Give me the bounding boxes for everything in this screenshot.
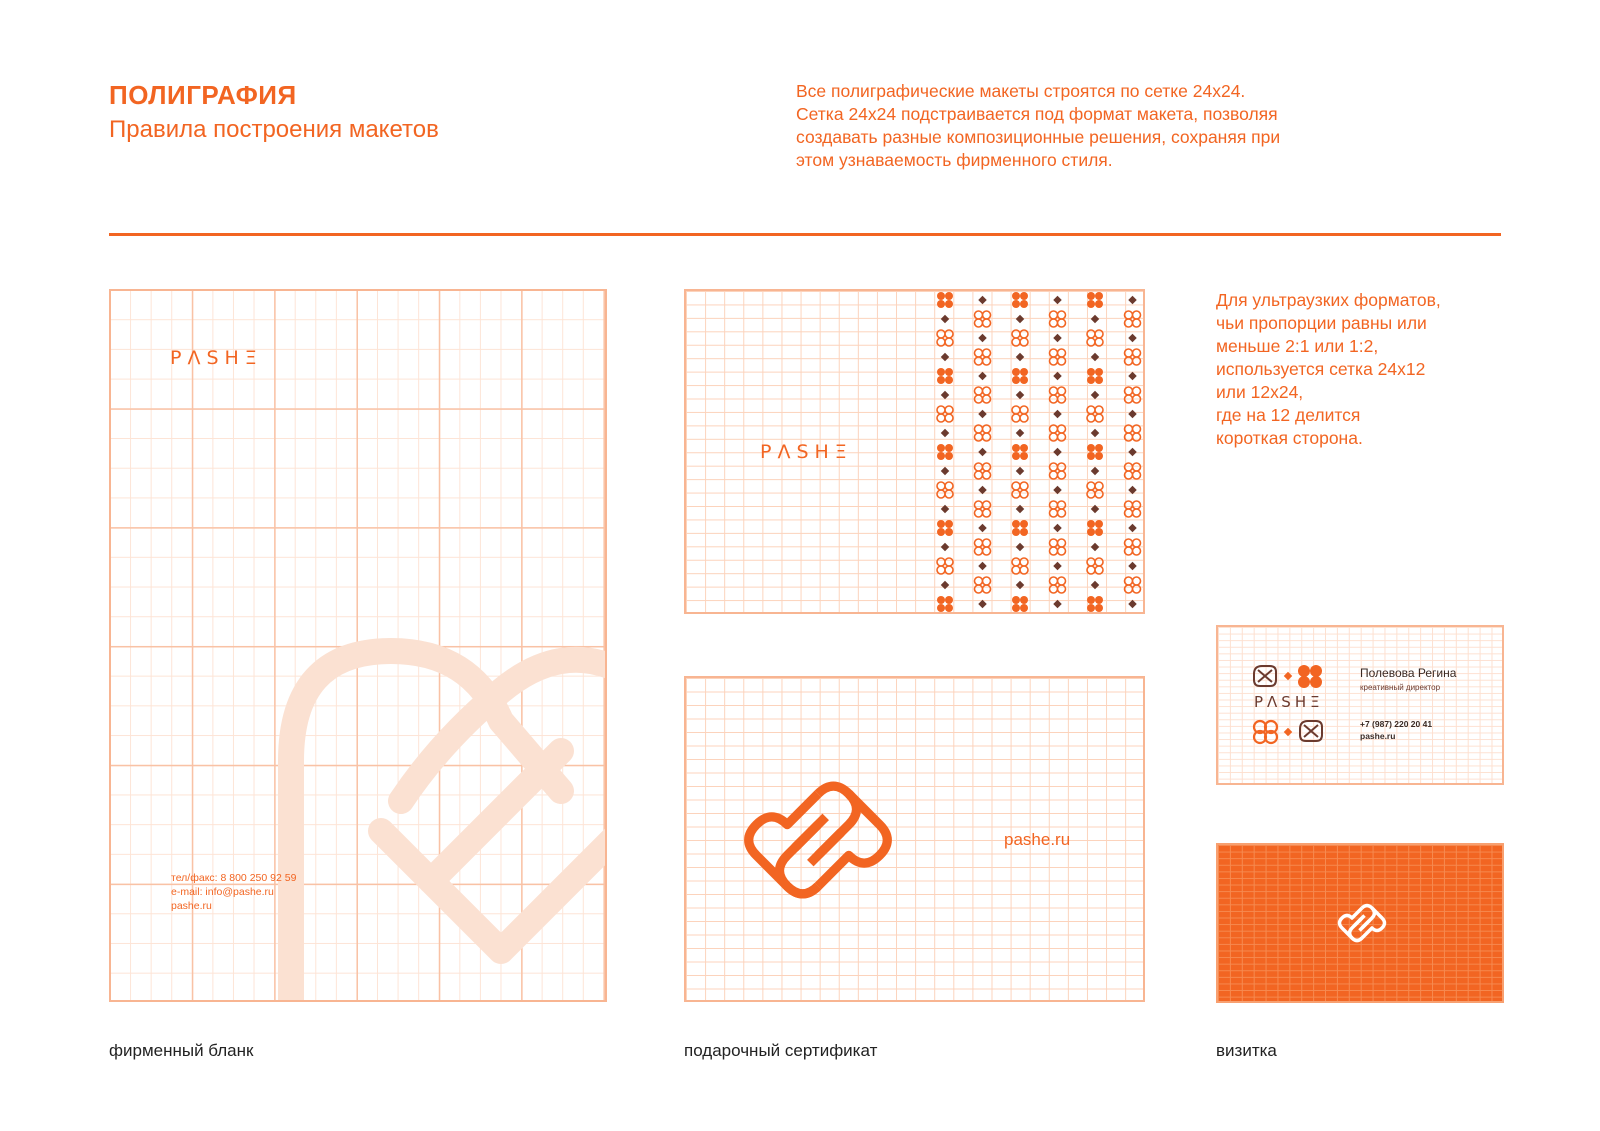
pattern-motif bbox=[1091, 505, 1099, 513]
card-person-position: креативный директор bbox=[1360, 683, 1441, 692]
pattern-motif bbox=[1091, 353, 1099, 361]
pattern-motif bbox=[1050, 425, 1066, 441]
pattern-motif bbox=[1053, 372, 1061, 380]
pattern-motif bbox=[941, 505, 949, 513]
pattern-motif bbox=[1125, 501, 1141, 517]
pattern-motif bbox=[937, 368, 953, 384]
pattern-motif bbox=[978, 410, 986, 418]
card-wordmark: PΛSHΞ bbox=[1254, 693, 1324, 711]
note-line: чьи пропорции равны или bbox=[1216, 313, 1427, 333]
pattern-motif bbox=[937, 406, 953, 422]
pattern-motif bbox=[1128, 410, 1136, 418]
pattern-motif bbox=[1050, 577, 1066, 593]
pattern-motif bbox=[941, 353, 949, 361]
pattern-motif bbox=[1128, 296, 1136, 304]
pattern-motif bbox=[1087, 558, 1103, 574]
certificate-pattern-mockup bbox=[684, 289, 1145, 614]
pattern-motif bbox=[1125, 463, 1141, 479]
pattern-motif bbox=[1128, 524, 1136, 532]
pattern-motif bbox=[978, 600, 986, 608]
pattern-motif bbox=[1050, 349, 1066, 365]
pattern-motif bbox=[1053, 562, 1061, 570]
pattern-motif bbox=[1087, 368, 1103, 384]
pattern-motif bbox=[941, 391, 949, 399]
pattern-motif bbox=[1016, 467, 1024, 475]
letterhead-watermark-logo bbox=[261, 631, 607, 1002]
pattern-motif bbox=[1087, 444, 1103, 460]
pattern-motif bbox=[975, 425, 991, 441]
pattern-motif bbox=[1050, 311, 1066, 327]
letterhead-contacts bbox=[171, 871, 296, 913]
pattern-motif bbox=[1125, 349, 1141, 365]
intro-line: Сетка 24х24 подстраивается под формат макета, позволяя bbox=[796, 104, 1278, 124]
pattern-motif bbox=[1012, 292, 1028, 308]
pattern-motif bbox=[937, 558, 953, 574]
pattern-motif bbox=[1128, 372, 1136, 380]
pattern-motif bbox=[1012, 596, 1028, 612]
pattern-motif bbox=[1012, 406, 1028, 422]
pattern-motif bbox=[1016, 505, 1024, 513]
pattern-motif bbox=[975, 311, 991, 327]
pattern-motif bbox=[1091, 467, 1099, 475]
pattern-motif bbox=[941, 429, 949, 437]
card-mark-outline bbox=[1254, 666, 1276, 686]
pattern-motif bbox=[1053, 486, 1061, 494]
pattern-motif bbox=[941, 315, 949, 323]
pattern-motif bbox=[975, 463, 991, 479]
note-line: меньше 2:1 или 1:2, bbox=[1216, 336, 1379, 356]
brand-pattern bbox=[936, 291, 1145, 614]
pattern-motif bbox=[1053, 410, 1061, 418]
note-line: где на 12 делится bbox=[1216, 405, 1361, 425]
pattern-motif bbox=[1087, 482, 1103, 498]
pattern-motif bbox=[1125, 425, 1141, 441]
pattern-motif bbox=[1128, 562, 1136, 570]
pattern-motif bbox=[1091, 543, 1099, 551]
pattern-motif bbox=[1087, 292, 1103, 308]
pattern-motif bbox=[1087, 406, 1103, 422]
certificate-logo-mockup bbox=[684, 676, 1145, 1002]
pattern-motif bbox=[1012, 482, 1028, 498]
note-line: используется сетка 24х12 bbox=[1216, 359, 1426, 379]
letterhead-phone: тел/факс: 8 800 250 92 59 bbox=[171, 872, 297, 884]
pattern-motif bbox=[975, 577, 991, 593]
card-mark-filled-2 bbox=[1254, 721, 1277, 743]
narrow-format-note bbox=[1216, 289, 1441, 450]
pattern-motif bbox=[978, 334, 986, 342]
caption-certificate: подарочный сертификат bbox=[684, 1041, 878, 1060]
pattern-motif bbox=[1125, 539, 1141, 555]
pattern-motif bbox=[978, 486, 986, 494]
pattern-motif bbox=[1128, 334, 1136, 342]
page-title: ПОЛИГРАФИЯ bbox=[109, 80, 297, 110]
pattern-motif bbox=[975, 501, 991, 517]
pattern-motif bbox=[937, 292, 953, 308]
pattern-motif bbox=[978, 562, 986, 570]
letterhead-mockup bbox=[109, 289, 607, 1002]
letterhead-site: pashe.ru bbox=[171, 900, 212, 912]
certificate-wordmark: PΛSHΞ bbox=[760, 441, 853, 463]
pattern-motif bbox=[1053, 334, 1061, 342]
pattern-motif bbox=[1125, 311, 1141, 327]
letterhead-email: e-mail: info@pashe.ru bbox=[171, 886, 274, 898]
pattern-motif bbox=[1012, 558, 1028, 574]
pattern-motif bbox=[1016, 581, 1024, 589]
pattern-motif bbox=[1050, 463, 1066, 479]
pattern-motif bbox=[1012, 444, 1028, 460]
pattern-motif bbox=[937, 482, 953, 498]
pattern-motif bbox=[1091, 391, 1099, 399]
pattern-motif bbox=[1012, 368, 1028, 384]
card-phone: +7 (987) 220 20 41 bbox=[1360, 719, 1433, 729]
business-card-back bbox=[1216, 843, 1504, 1003]
pattern-motif bbox=[1091, 581, 1099, 589]
pattern-motif bbox=[941, 467, 949, 475]
pattern-motif bbox=[1016, 543, 1024, 551]
header-divider bbox=[109, 233, 1501, 236]
pattern-motif bbox=[937, 520, 953, 536]
letterhead-wordmark: PΛSHΞ bbox=[170, 347, 263, 369]
pattern-motif bbox=[978, 448, 986, 456]
brand-logo-icon bbox=[741, 763, 895, 917]
intro-line: этом узнаваемость фирменного стиля. bbox=[796, 150, 1113, 170]
note-line: или 12х24, bbox=[1216, 382, 1304, 402]
intro-line: создавать разные композиционные решения, сохраняя при bbox=[796, 127, 1281, 147]
pattern-motif bbox=[1091, 429, 1099, 437]
pattern-motif bbox=[1016, 429, 1024, 437]
note-line: короткая сторона. bbox=[1216, 428, 1363, 448]
pattern-motif bbox=[975, 387, 991, 403]
page-subtitle: Правила построения макетов bbox=[109, 116, 439, 143]
card-mark-filled bbox=[1298, 665, 1322, 688]
pattern-motif bbox=[1050, 539, 1066, 555]
pattern-motif bbox=[975, 539, 991, 555]
pattern-motif bbox=[937, 330, 953, 346]
pattern-motif bbox=[1053, 448, 1061, 456]
pattern-motif bbox=[1125, 577, 1141, 593]
card-mark-outline-2 bbox=[1300, 721, 1322, 741]
card-back-logo-icon bbox=[1337, 898, 1387, 948]
pattern-motif bbox=[937, 596, 953, 612]
pattern-motif bbox=[1016, 353, 1024, 361]
pattern-motif bbox=[975, 349, 991, 365]
note-line: Для ультраузких форматов, bbox=[1216, 290, 1441, 310]
pattern-motif bbox=[1091, 315, 1099, 323]
pattern-motif bbox=[1053, 296, 1061, 304]
caption-letterhead: фирменный бланк bbox=[109, 1041, 254, 1060]
pattern-motif bbox=[1012, 520, 1028, 536]
pattern-motif bbox=[1053, 524, 1061, 532]
pattern-motif bbox=[1087, 520, 1103, 536]
pattern-motif bbox=[1087, 596, 1103, 612]
pattern-motif bbox=[1016, 391, 1024, 399]
pattern-motif bbox=[1087, 330, 1103, 346]
caption-business-card: визитка bbox=[1216, 1041, 1277, 1060]
pattern-motif bbox=[941, 543, 949, 551]
pattern-motif bbox=[1016, 315, 1024, 323]
card-person-name: Полевова Регина bbox=[1360, 666, 1457, 680]
pattern-motif bbox=[978, 296, 986, 304]
pattern-motif bbox=[1053, 600, 1061, 608]
pattern-motif bbox=[1128, 600, 1136, 608]
pattern-motif bbox=[1128, 486, 1136, 494]
pattern-motif bbox=[1050, 501, 1066, 517]
pattern-motif bbox=[1050, 387, 1066, 403]
pattern-motif bbox=[978, 524, 986, 532]
pattern-motif bbox=[978, 372, 986, 380]
intro-text bbox=[796, 80, 1436, 172]
intro-line: Все полиграфические макеты строятся по сетке 24х24. bbox=[796, 81, 1246, 101]
pattern-motif bbox=[1128, 448, 1136, 456]
certificate-url: pashe.ru bbox=[1004, 830, 1071, 849]
business-card-front bbox=[1216, 625, 1504, 785]
pattern-motif bbox=[937, 444, 953, 460]
pattern-motif bbox=[941, 581, 949, 589]
pattern-motif bbox=[1012, 330, 1028, 346]
card-site: pashe.ru bbox=[1360, 731, 1396, 741]
pattern-motif bbox=[1125, 387, 1141, 403]
